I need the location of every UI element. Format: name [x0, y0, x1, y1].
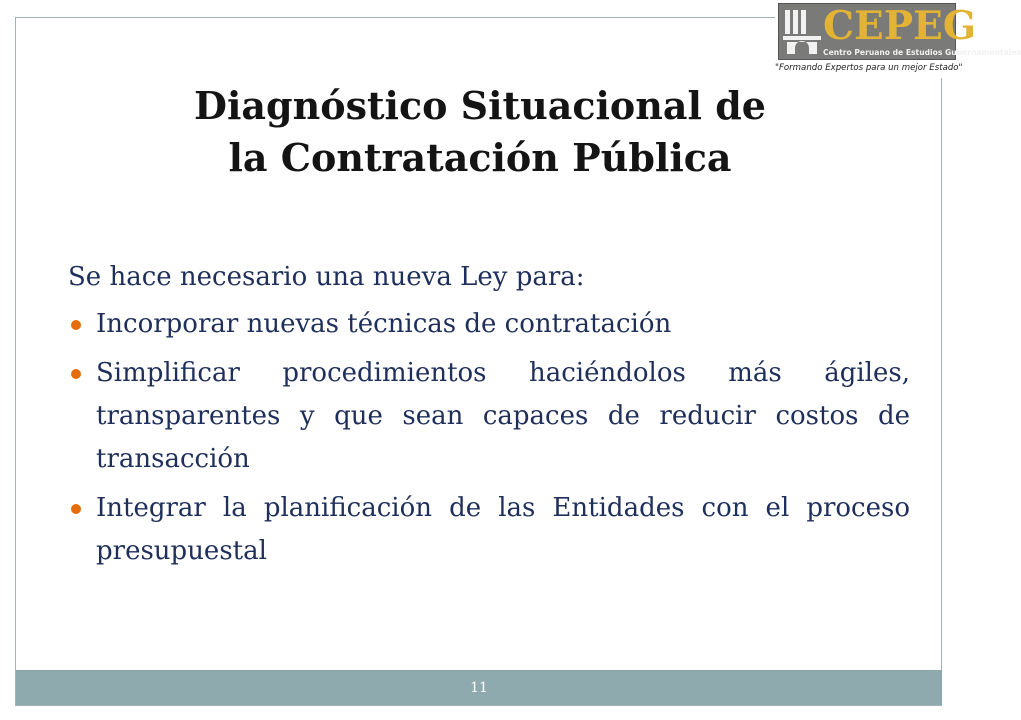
logo-subname: Centro Peruano de Estudios Gubernamentales [823, 48, 1021, 57]
bullet-dot-icon [71, 504, 81, 514]
footer-bar [16, 670, 942, 705]
cepeg-logo [775, 0, 1021, 78]
slide-title [60, 80, 900, 184]
bullet-text: Simplificar procedimientos haciéndolos más ágiles, transparentes y que sean capaces de reducir costos de transacción [96, 358, 910, 474]
slide-body [68, 256, 910, 579]
bullet-dot-icon [71, 369, 81, 379]
title-line-1: Diagnóstico Situacional de [194, 83, 766, 128]
logo-box [778, 3, 1021, 60]
bullet-item [68, 487, 910, 573]
bullet-text: Integrar la planificación de las Entidades con el proceso presupuestal [96, 493, 910, 566]
title-line-2: la Contratación Pública [228, 135, 732, 180]
slide-number: 11 [470, 679, 488, 696]
bullet-text: Incorporar nuevas técnicas de contratación [96, 309, 672, 339]
logo-name: CEPEG [823, 3, 977, 49]
building-icon [783, 8, 821, 56]
intro-text: Se hace necesario una nueva Ley para: [68, 262, 585, 292]
bullet-item [68, 303, 910, 346]
bullet-item [68, 352, 910, 481]
bullet-dot-icon [71, 320, 81, 330]
logo-tagline: "Formando Expertos para un mejor Estado" [775, 63, 963, 73]
bullet-list [68, 303, 910, 573]
